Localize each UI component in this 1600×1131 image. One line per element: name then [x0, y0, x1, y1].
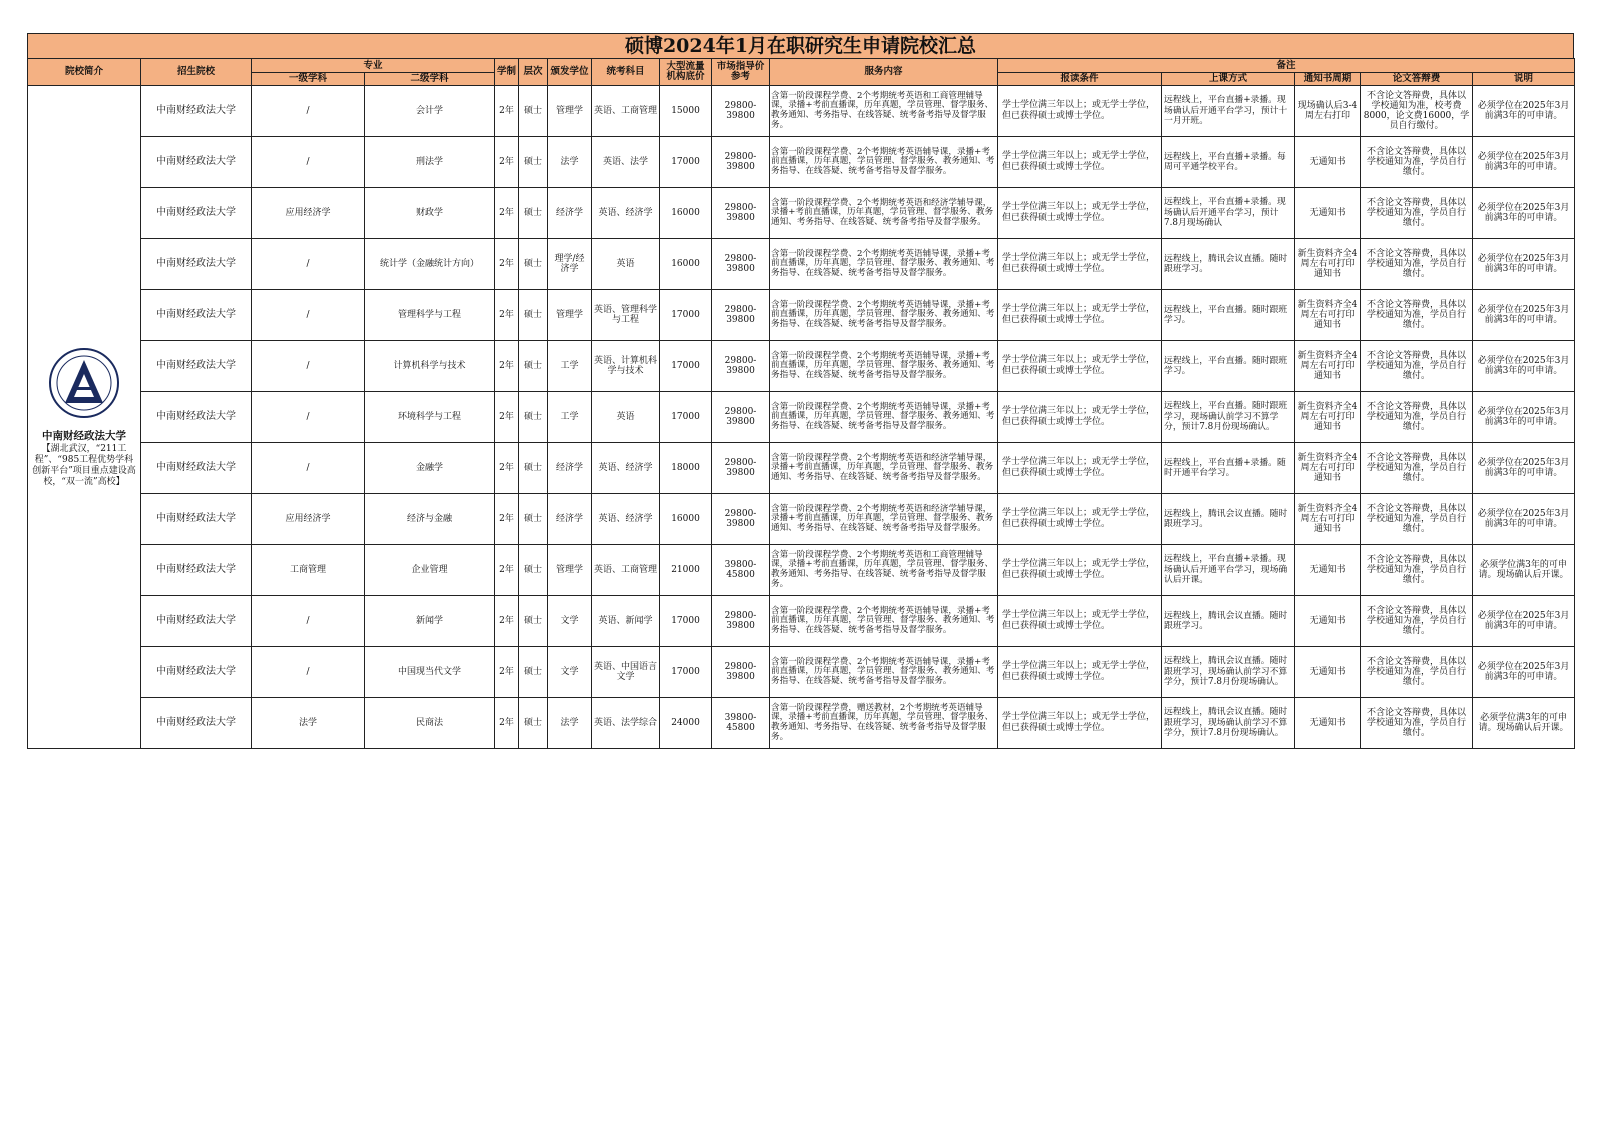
cell-second-discipline: 会计学: [365, 86, 495, 137]
cell-second-discipline: 中国现当代文学: [365, 647, 495, 698]
header-service: 服务内容: [770, 59, 998, 86]
cell-second-discipline: 管理科学与工程: [365, 290, 495, 341]
cell-second-discipline: 新闻学: [365, 596, 495, 647]
cell-notice: 新生资料齐全4周左右可打印通知书: [1295, 239, 1361, 290]
table-row: [28, 137, 1575, 188]
cell-requirements: 学士学位满三年以上；或无学士学位，但已获得硕士或博士学位。: [998, 443, 1162, 494]
cell-notice: 无通知书: [1295, 596, 1361, 647]
cell-school: 中南财经政法大学: [141, 392, 252, 443]
cell-level: 硕士: [519, 239, 548, 290]
header-price: [660, 59, 712, 86]
cell-remark: 必须学位在2025年3月前满3年的可申请。: [1473, 341, 1575, 392]
cell-exam: 英语、计算机科学与技术: [592, 341, 660, 392]
cell-remark: 必须学位满3年的可申请。现场确认后开课。: [1473, 698, 1575, 749]
cell-market-price: 39800-45800: [712, 545, 770, 596]
cell-notice: 新生资料齐全4周左右可打印通知书: [1295, 494, 1361, 545]
cell-price: 16000: [660, 239, 712, 290]
table-row: [28, 341, 1575, 392]
cell-thesis-fee: 不含论文答辩费，具体以学校通知为准，学员自行缴付。: [1361, 698, 1473, 749]
cell-school: 中南财经政法大学: [141, 545, 252, 596]
cell-price: 16000: [660, 188, 712, 239]
table-row: [28, 494, 1575, 545]
header-market-line2: 参考: [731, 71, 751, 82]
cell-requirements: 学士学位满三年以上；或无学士学位，但已获得硕士或博士学位。: [998, 596, 1162, 647]
cell-requirements: 学士学位满三年以上；或无学士学位，但已获得硕士或博士学位。: [998, 341, 1162, 392]
cell-second-discipline: 金融学: [365, 443, 495, 494]
school-intro-cell: [28, 86, 141, 749]
cell-first-discipline: 工商管理: [252, 545, 365, 596]
cell-degree: 经济学: [548, 443, 592, 494]
cell-first-discipline: /: [252, 86, 365, 137]
cell-class-mode: 远程线上，平台直播。随时跟班学习。: [1162, 341, 1295, 392]
cell-second-discipline: 企业管理: [365, 545, 495, 596]
cell-years: 2年: [495, 392, 519, 443]
cell-notice: 无通知书: [1295, 188, 1361, 239]
cell-years: 2年: [495, 290, 519, 341]
cell-years: 2年: [495, 494, 519, 545]
cell-class-mode: 远程线上，腾讯会议直播。随时跟班学习。: [1162, 239, 1295, 290]
cell-service: 含第一阶段课程学费、2个考期统考英语和经济学辅导课，录播+考前直播课，历年真题，学员管理、督学服务、教务通知、考务指导、在线答疑、统考备考指导及督学服务。: [770, 443, 998, 494]
cell-level: 硕士: [519, 188, 548, 239]
cell-school: 中南财经政法大学: [141, 698, 252, 749]
cell-exam: 英语、管理科学与工程: [592, 290, 660, 341]
cell-remark: 必须学位在2025年3月前满3年的可申请。: [1473, 494, 1575, 545]
header-price-line2: 机构底价: [666, 71, 705, 82]
cell-level: 硕士: [519, 341, 548, 392]
cell-remark: 必须学位在2025年3月前满3年的可申请。: [1473, 596, 1575, 647]
header-market: [712, 59, 770, 86]
cell-market-price: 39800-45800: [712, 698, 770, 749]
cell-class-mode: 远程线上，腾讯会议直播。随时跟班学习，现场确认前学习不算学分，预计7.8月份现场确认。: [1162, 698, 1295, 749]
cell-exam: 英语、工商管理: [592, 545, 660, 596]
cell-thesis-fee: 不含论文答辩费，具体以学校通知为准，学员自行缴付。: [1361, 494, 1473, 545]
cell-years: 2年: [495, 443, 519, 494]
cell-service: 含第一阶段课程学费、2个考期统考英语和经济学辅导课，录播+考前直播课，历年真题，学员管理、督学服务、教务通知、考务指导、在线答疑、统考备考指导及督学服务。: [770, 494, 998, 545]
cell-thesis-fee: 不含论文答辩费，具体以学校通知为准，学员自行缴付。: [1361, 188, 1473, 239]
cell-thesis-fee: 不含论文答辩费，具体以学校通知为准，学员自行缴付。: [1361, 239, 1473, 290]
cell-thesis-fee: 不含论文答辩费，具体以学校通知为准，学员自行缴付。: [1361, 596, 1473, 647]
cell-remark: 必须学位在2025年3月前满3年的可申请。: [1473, 86, 1575, 137]
university-logo-icon: [48, 347, 120, 419]
cell-remark: 必须学位满3年的可申请。现场确认后开课。: [1473, 545, 1575, 596]
cell-second-discipline: 财政学: [365, 188, 495, 239]
cell-requirements: 学士学位满三年以上；或无学士学位，但已获得硕士或博士学位。: [998, 239, 1162, 290]
header-mode: 上课方式: [1162, 73, 1295, 86]
cell-class-mode: 远程线上，平台直播。随时跟班学习。: [1162, 290, 1295, 341]
cell-second-discipline: 环境科学与工程: [365, 392, 495, 443]
cell-first-discipline: /: [252, 341, 365, 392]
table-row: [28, 698, 1575, 749]
cell-degree: 工学: [548, 392, 592, 443]
header-req: 报读条件: [998, 73, 1162, 86]
table-row: [28, 392, 1575, 443]
table-row: [28, 545, 1575, 596]
cell-requirements: 学士学位满三年以上；或无学士学位，但已获得硕士或博士学位。: [998, 647, 1162, 698]
header-school: 招生院校: [141, 59, 252, 86]
cell-level: 硕士: [519, 596, 548, 647]
header-market-line1: 市场指导价: [716, 61, 765, 72]
cell-first-discipline: /: [252, 392, 365, 443]
table-row: [28, 443, 1575, 494]
header-major2: 二级学科: [365, 73, 495, 86]
cell-years: 2年: [495, 545, 519, 596]
cell-degree: 管理学: [548, 290, 592, 341]
cell-class-mode: 远程线上，平台直播+录播。现场确认后开通平台学习，预计十一月开班。: [1162, 86, 1295, 137]
header-years: 学制: [495, 59, 519, 86]
cell-school: 中南财经政法大学: [141, 239, 252, 290]
spreadsheet: [27, 33, 1574, 749]
page-title: 硕博2024年1月在职研究生申请院校汇总: [27, 33, 1574, 58]
cell-remark: 必须学位在2025年3月前满3年的可申请。: [1473, 137, 1575, 188]
table-row: [28, 239, 1575, 290]
table-row: [28, 596, 1575, 647]
cell-school: 中南财经政法大学: [141, 596, 252, 647]
cell-second-discipline: 经济与金融: [365, 494, 495, 545]
cell-class-mode: 远程线上，腾讯会议直播。随时跟班学习。: [1162, 596, 1295, 647]
cell-class-mode: 远程线上，平台直播+录播。每周可平通学校平台。: [1162, 137, 1295, 188]
header-remark: 说明: [1473, 73, 1575, 86]
cell-remark: 必须学位在2025年3月前满3年的可申请。: [1473, 392, 1575, 443]
cell-notice: 无通知书: [1295, 545, 1361, 596]
cell-second-discipline: 计算机科学与技术: [365, 341, 495, 392]
cell-degree: 管理学: [548, 86, 592, 137]
cell-service: 含第一阶段课程学费、2个考期统考英语和经济学辅导课，录播+考前直播课，历年真题，学员管理、督学服务、教务通知、考务指导、在线答疑、统考备考指导及督学服务。: [770, 188, 998, 239]
cell-years: 2年: [495, 188, 519, 239]
cell-class-mode: 远程线上，腾讯会议直播。随时跟班学习，现场确认前学习不算学分，预计7.8月份现场确认。: [1162, 647, 1295, 698]
cell-exam: 英语、法学: [592, 137, 660, 188]
cell-price: 24000: [660, 698, 712, 749]
cell-degree: 法学: [548, 698, 592, 749]
cell-price: 17000: [660, 647, 712, 698]
cell-remark: 必须学位在2025年3月前满3年的可申请。: [1473, 188, 1575, 239]
cell-market-price: 29800-39800: [712, 596, 770, 647]
cell-level: 硕士: [519, 647, 548, 698]
cell-notice: 新生资料齐全4周左右可打印通知书: [1295, 341, 1361, 392]
cell-school: 中南财经政法大学: [141, 188, 252, 239]
cell-first-discipline: 应用经济学: [252, 188, 365, 239]
cell-class-mode: 远程线上，平台直播+录播。现场确认后开通平台学习，现场确认后开课。: [1162, 545, 1295, 596]
header-notes: 备注: [998, 59, 1575, 73]
cell-level: 硕士: [519, 545, 548, 596]
cell-degree: 工学: [548, 341, 592, 392]
table-row: [28, 86, 1575, 137]
cell-notice: 新生资料齐全4周左右可打印通知书: [1295, 290, 1361, 341]
cell-first-discipline: 法学: [252, 698, 365, 749]
cell-years: 2年: [495, 86, 519, 137]
cell-requirements: 学士学位满三年以上；或无学士学位，但已获得硕士或博士学位。: [998, 545, 1162, 596]
cell-first-discipline: /: [252, 443, 365, 494]
cell-level: 硕士: [519, 494, 548, 545]
cell-price: 17000: [660, 290, 712, 341]
cell-notice: 新生资料齐全4周左右可打印通知书: [1295, 443, 1361, 494]
cell-requirements: 学士学位满三年以上；或无学士学位，但已获得硕士或博士学位。: [998, 290, 1162, 341]
cell-market-price: 29800-39800: [712, 137, 770, 188]
cell-thesis-fee: 不含论文答辩费，具体以学校通知为准，学员自行缴付。: [1361, 137, 1473, 188]
cell-class-mode: 远程线上，平台直播+录播。现场确认后开通平台学习，预计7.8月现场确认: [1162, 188, 1295, 239]
cell-school: 中南财经政法大学: [141, 137, 252, 188]
cell-requirements: 学士学位满三年以上；或无学士学位，但已获得硕士或博士学位。: [998, 698, 1162, 749]
cell-level: 硕士: [519, 290, 548, 341]
cell-requirements: 学士学位满三年以上；或无学士学位，但已获得硕士或博士学位。: [998, 86, 1162, 137]
cell-school: 中南财经政法大学: [141, 647, 252, 698]
cell-service: 含第一阶段课程学费、2个考期统考英语辅导课，录播+考前直播课，历年真题，学员管理、督学服务、教务通知、考务指导、在线答疑、统考备考指导及督学服务。: [770, 239, 998, 290]
cell-years: 2年: [495, 341, 519, 392]
cell-first-discipline: /: [252, 137, 365, 188]
header-thesis: 论文答辩费: [1361, 73, 1473, 86]
cell-service: 含第一阶段课程学费、2个考期统考英语和工商管理辅导课，录播+考前直播课，历年真题，学员管理、督学服务、教务通知、考务指导、在线答疑、统考备考指导及督学服务。: [770, 86, 998, 137]
cell-degree: 法学: [548, 137, 592, 188]
cell-price: 17000: [660, 596, 712, 647]
table-row: [28, 188, 1575, 239]
table-header: [28, 59, 1575, 86]
cell-exam: 英语、经济学: [592, 443, 660, 494]
cell-service: 含第一阶段课程学费、2个考期统考英语辅导课，录播+考前直播课，历年真题，学员管理、督学服务、教务通知、考务指导、在线答疑、统考备考指导及督学服务。: [770, 341, 998, 392]
cell-degree: 经济学: [548, 494, 592, 545]
cell-service: 含第一阶段课程学费、2个考期统考英语辅导课，录播+考前直播课，历年真题，学员管理、督学服务、教务通知、考务指导、在线答疑、统考备考指导及督学服务。: [770, 290, 998, 341]
cell-years: 2年: [495, 698, 519, 749]
cell-class-mode: 远程线上，平台直播。随时跟班学习，现场确认前学习不算学分，预计7.8月份现场确认。: [1162, 392, 1295, 443]
cell-notice: 无通知书: [1295, 698, 1361, 749]
cell-price: 16000: [660, 494, 712, 545]
cell-service: 含第一阶段课程学费、2个考期统考英语辅导课，录播+考前直播课，历年真题，学员管理、督学服务、教务通知、考务指导、在线答疑、统考备考指导及督学服务。: [770, 596, 998, 647]
cell-years: 2年: [495, 647, 519, 698]
table-row: [28, 647, 1575, 698]
cell-level: 硕士: [519, 137, 548, 188]
cell-first-discipline: /: [252, 239, 365, 290]
cell-market-price: 29800-39800: [712, 443, 770, 494]
cell-notice: 无通知书: [1295, 137, 1361, 188]
table-body: [28, 86, 1575, 749]
cell-exam: 英语、工商管理: [592, 86, 660, 137]
cell-exam: 英语: [592, 392, 660, 443]
cell-exam: 英语、经济学: [592, 494, 660, 545]
cell-first-discipline: /: [252, 647, 365, 698]
cell-thesis-fee: 不含论文答辩费，具体以学校通知为准，学员自行缴付。: [1361, 443, 1473, 494]
cell-years: 2年: [495, 137, 519, 188]
cell-degree: 文学: [548, 596, 592, 647]
cell-school: 中南财经政法大学: [141, 443, 252, 494]
cell-remark: 必须学位在2025年3月前满3年的可申请。: [1473, 443, 1575, 494]
cell-thesis-fee: 不含论文答辩费，具体以学校通知为准，校考费8000，论文费16000，学员自行缴付。: [1361, 86, 1473, 137]
cell-price: 21000: [660, 545, 712, 596]
cell-thesis-fee: 不含论文答辩费，具体以学校通知为准，学员自行缴付。: [1361, 341, 1473, 392]
cell-market-price: 29800-39800: [712, 188, 770, 239]
cell-exam: 英语、中国语言文学: [592, 647, 660, 698]
cell-exam: 英语: [592, 239, 660, 290]
cell-price: 15000: [660, 86, 712, 137]
cell-school: 中南财经政法大学: [141, 494, 252, 545]
cell-market-price: 29800-39800: [712, 392, 770, 443]
cell-market-price: 29800-39800: [712, 86, 770, 137]
header-major1: 一级学科: [252, 73, 365, 86]
cell-price: 17000: [660, 137, 712, 188]
cell-degree: 管理学: [548, 545, 592, 596]
cell-service: 含第一阶段课程学费、2个考期统考英语辅导课，录播+考前直播课，历年真题，学员管理、督学服务、教务通知、考务指导、在线答疑、统考备考指导及督学服务。: [770, 137, 998, 188]
cell-first-discipline: /: [252, 596, 365, 647]
schools-table: [27, 58, 1575, 749]
cell-class-mode: 远程线上，平台直播+录播。随时开通平台学习。: [1162, 443, 1295, 494]
cell-level: 硕士: [519, 86, 548, 137]
cell-notice: 现场确认后3-4周左右打印: [1295, 86, 1361, 137]
cell-notice: 无通知书: [1295, 647, 1361, 698]
cell-thesis-fee: 不含论文答辩费，具体以学校通知为准，学员自行缴付。: [1361, 392, 1473, 443]
cell-degree: 理学/经济学: [548, 239, 592, 290]
cell-second-discipline: 统计学（金融统计方向）: [365, 239, 495, 290]
cell-thesis-fee: 不含论文答辩费，具体以学校通知为准，学员自行缴付。: [1361, 647, 1473, 698]
header-level: 层次: [519, 59, 548, 86]
cell-remark: 必须学位在2025年3月前满3年的可申请。: [1473, 239, 1575, 290]
cell-thesis-fee: 不含论文答辩费，具体以学校通知为准，学员自行缴付。: [1361, 545, 1473, 596]
cell-school: 中南财经政法大学: [141, 86, 252, 137]
cell-notice: 新生资料齐全4周左右可打印通知书: [1295, 392, 1361, 443]
table-row: [28, 290, 1575, 341]
cell-thesis-fee: 不含论文答辩费，具体以学校通知为准，学员自行缴付。: [1361, 290, 1473, 341]
cell-market-price: 29800-39800: [712, 341, 770, 392]
cell-remark: 必须学位在2025年3月前满3年的可申请。: [1473, 647, 1575, 698]
cell-service: 含第一阶段课程学费、2个考期统考英语辅导课，录播+考前直播课，历年真题，学员管理、督学服务、教务通知、考务指导、在线答疑、统考备考指导及督学服务。: [770, 647, 998, 698]
header-notice: 通知书周期: [1295, 73, 1361, 86]
header-degree: 颁发学位: [548, 59, 592, 86]
cell-service: 含第一阶段课程学费、2个考期统考英语辅导课，录播+考前直播课，历年真题，学员管理、督学服务、教务通知、考务指导、在线答疑、统考备考指导及督学服务。: [770, 392, 998, 443]
cell-market-price: 29800-39800: [712, 290, 770, 341]
cell-requirements: 学士学位满三年以上；或无学士学位，但已获得硕士或博士学位。: [998, 392, 1162, 443]
cell-service: 含第一阶段课程学费，赠送教材，2个考期统考英语辅导课，录播+考前直播课，历年真题，学员管理、督学服务、教务通知、考务指导、在线答疑、统考备考指导及督学服务。: [770, 698, 998, 749]
header-exam: 统考科目: [592, 59, 660, 86]
header-major: 专业: [252, 59, 495, 73]
cell-service: 含第一阶段课程学费、2个考期统考英语和工商管理辅导课，录播+考前直播课，历年真题，学员管理、督学服务、教务通知、考务指导、在线答疑、统考备考指导及督学服务。: [770, 545, 998, 596]
cell-exam: 英语、法学综合: [592, 698, 660, 749]
cell-class-mode: 远程线上，腾讯会议直播。随时跟班学习。: [1162, 494, 1295, 545]
cell-requirements: 学士学位满三年以上；或无学士学位，但已获得硕士或博士学位。: [998, 494, 1162, 545]
header-price-line1: 大型流量: [666, 61, 705, 72]
cell-market-price: 29800-39800: [712, 239, 770, 290]
school-intro-name: 中南财经政法大学: [42, 429, 126, 442]
cell-school: 中南财经政法大学: [141, 341, 252, 392]
cell-years: 2年: [495, 239, 519, 290]
cell-level: 硕士: [519, 698, 548, 749]
cell-price: 18000: [660, 443, 712, 494]
cell-school: 中南财经政法大学: [141, 290, 252, 341]
cell-first-discipline: /: [252, 290, 365, 341]
cell-exam: 英语、经济学: [592, 188, 660, 239]
cell-requirements: 学士学位满三年以上；或无学士学位，但已获得硕士或博士学位。: [998, 137, 1162, 188]
cell-degree: 经济学: [548, 188, 592, 239]
header-intro: 院校简介: [28, 59, 141, 86]
cell-price: 17000: [660, 341, 712, 392]
cell-second-discipline: 民商法: [365, 698, 495, 749]
cell-remark: 必须学位在2025年3月前满3年的可申请。: [1473, 290, 1575, 341]
cell-level: 硕士: [519, 443, 548, 494]
cell-years: 2年: [495, 596, 519, 647]
cell-degree: 文学: [548, 647, 592, 698]
cell-requirements: 学士学位满三年以上；或无学士学位，但已获得硕士或博士学位。: [998, 188, 1162, 239]
cell-market-price: 29800-39800: [712, 494, 770, 545]
cell-first-discipline: 应用经济学: [252, 494, 365, 545]
cell-level: 硕士: [519, 392, 548, 443]
cell-market-price: 29800-39800: [712, 647, 770, 698]
school-intro-description: 【湖北武汉，“211工程”、“985工程优势学科创新平台”项目重点建设高校，“双一流”高校】: [32, 443, 136, 487]
cell-exam: 英语、新闻学: [592, 596, 660, 647]
cell-second-discipline: 刑法学: [365, 137, 495, 188]
cell-price: 17000: [660, 392, 712, 443]
